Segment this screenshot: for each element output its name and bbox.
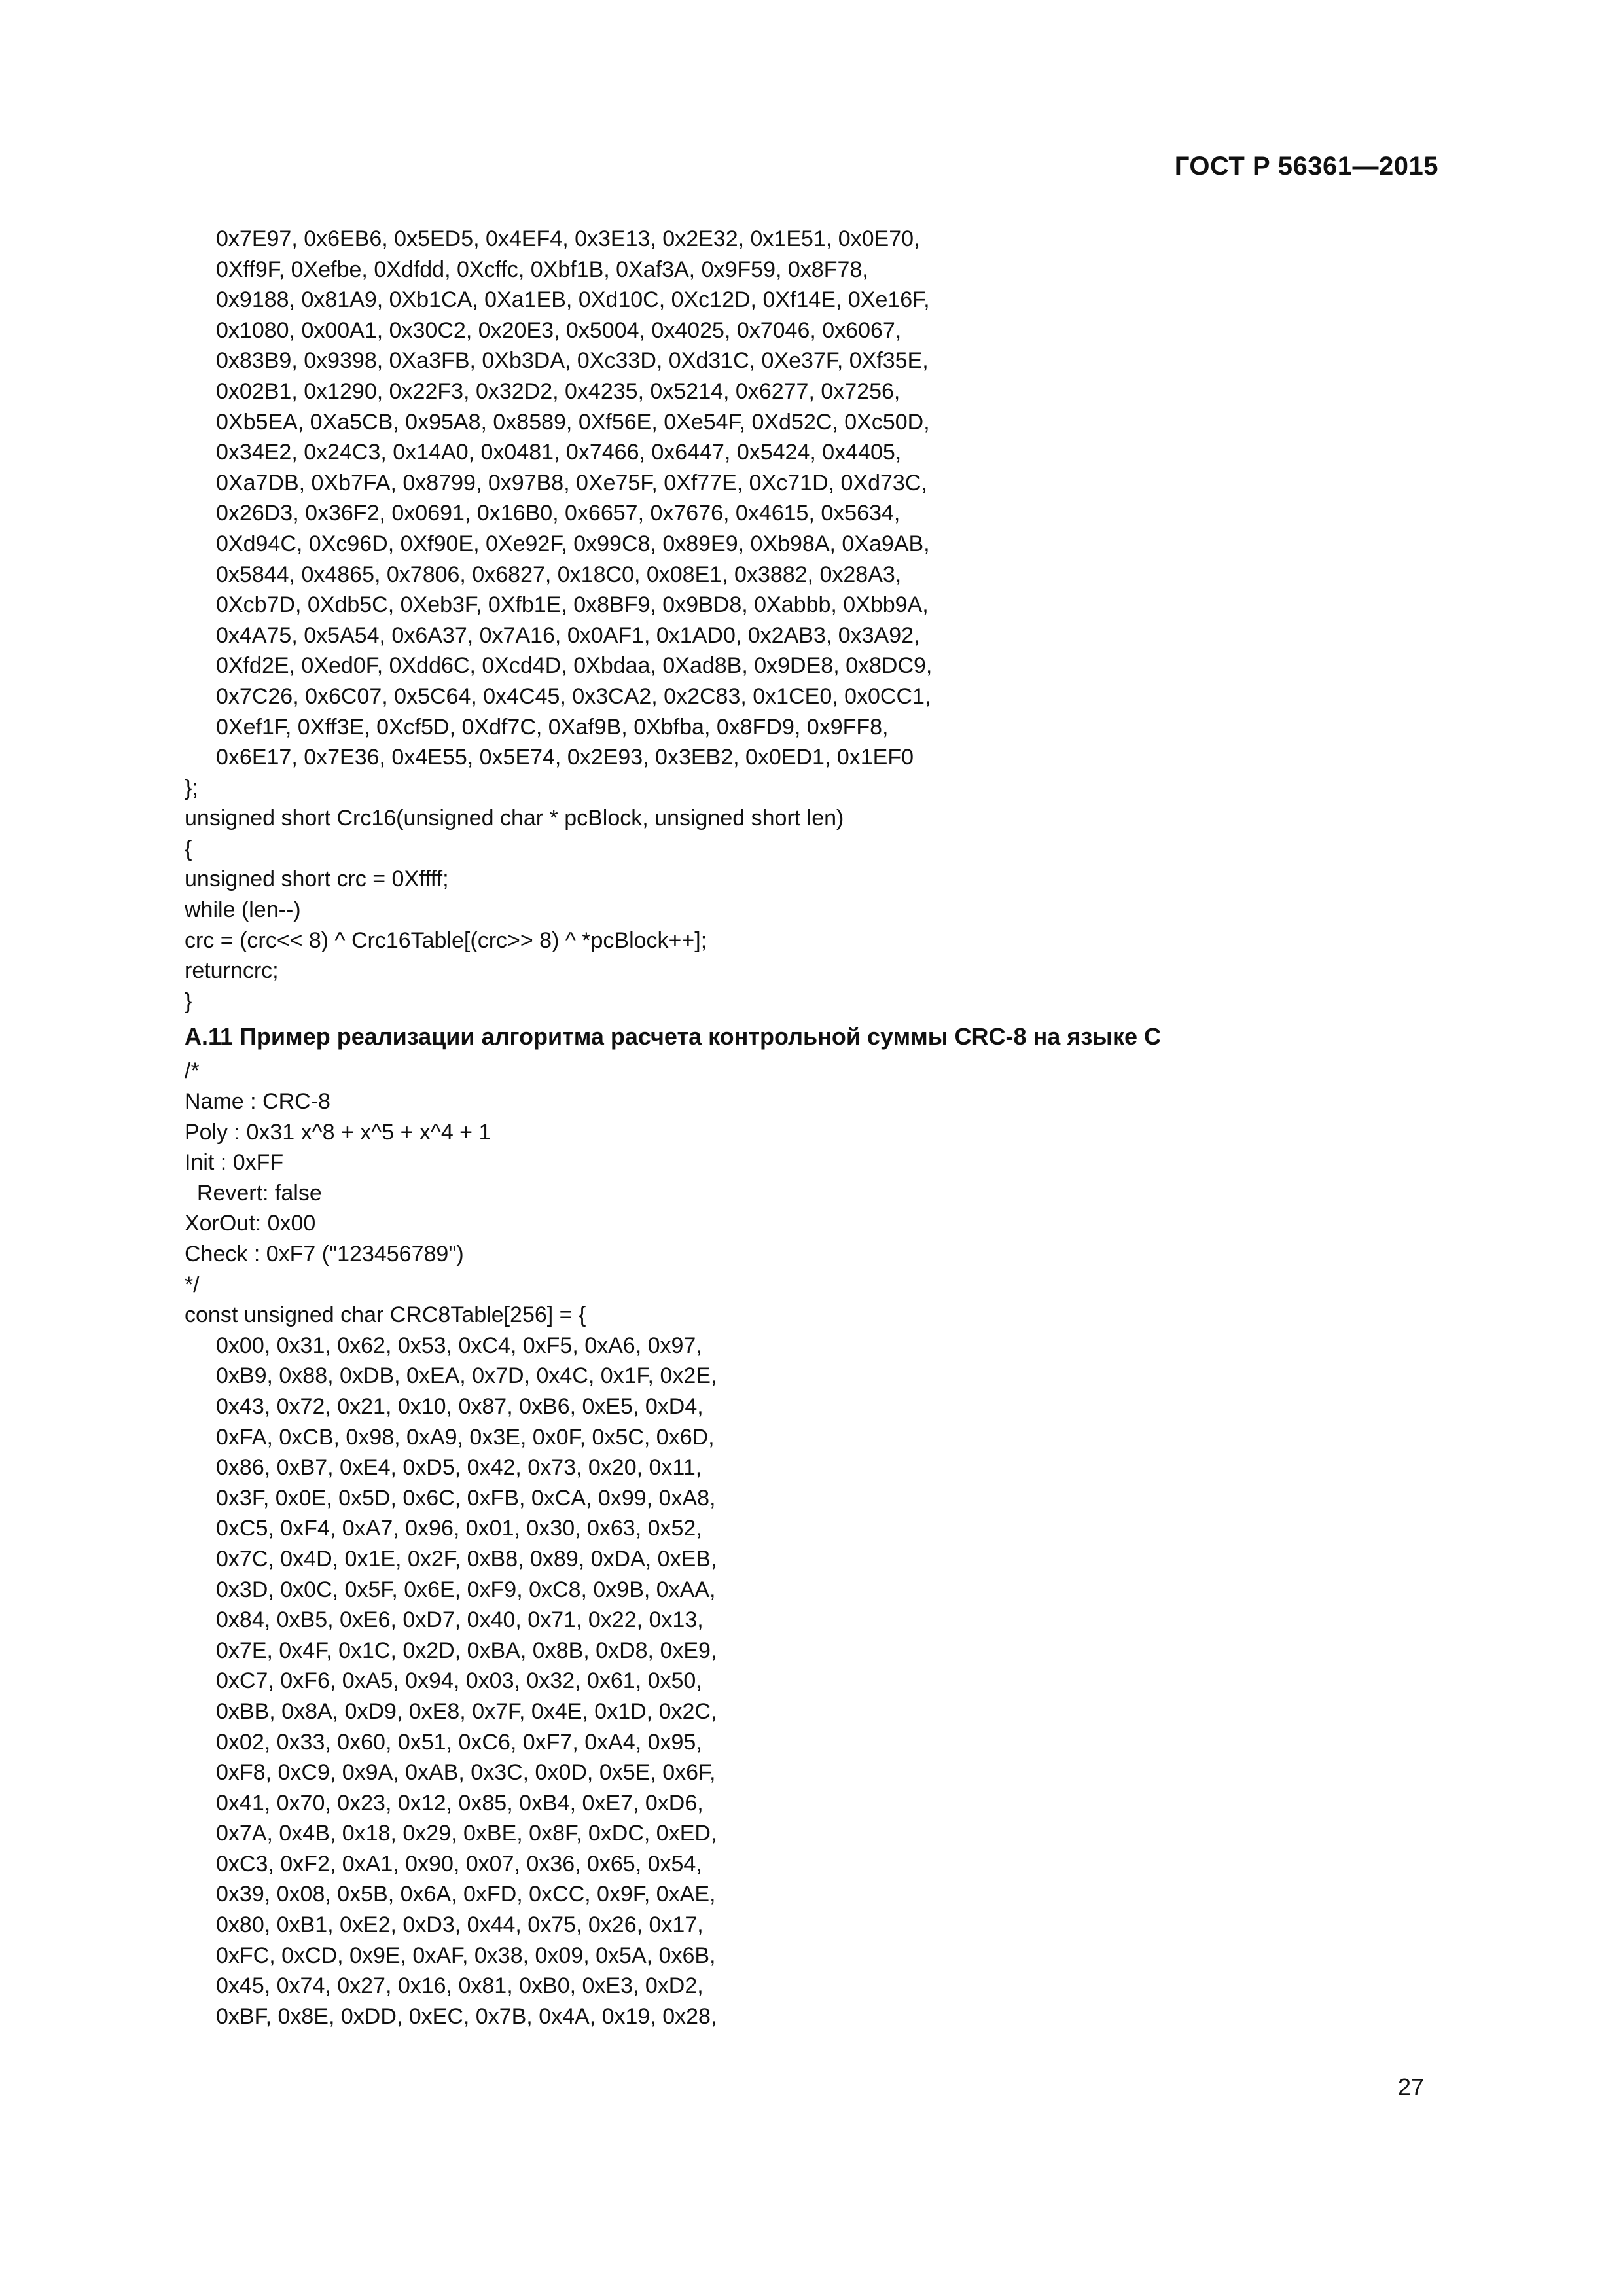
table-row-line: 0x7A, 0x4B, 0x18, 0x29, 0xBE, 0x8F, 0xDC, 0xED, — [216, 1821, 717, 1846]
section-heading: А.11 Пример реализации алгоритма расчета контрольной суммы CRC-8 на языке С — [185, 1023, 1161, 1050]
page-number: 27 — [1397, 2073, 1424, 2100]
code-line: Init : 0xFF — [185, 1150, 284, 1175]
code-line: Poly : 0x31 x^8 + x^5 + x^4 + 1 — [185, 1119, 491, 1145]
table-row-line: 0Xd94C, 0Xc96D, 0Xf90E, 0Xe92F, 0x99C8, 0x89E9, 0Xb98A, 0Xa9AB, — [216, 531, 930, 556]
table-row-line: 0Xb5EA, 0Xa5CB, 0x95A8, 0x8589, 0Xf56E, 0Xe54F, 0Xd52C, 0Xc50D, — [216, 409, 930, 435]
code-line: unsigned short crc = 0Xffff; — [185, 867, 449, 892]
code-line: /* — [185, 1058, 200, 1084]
code-line: const unsigned char CRC8Table[256] = { — [185, 1302, 586, 1328]
code-line: }; — [185, 775, 198, 800]
table-row-line: 0Xa7DB, 0Xb7FA, 0x8799, 0x97B8, 0Xe75F, 0Xf77E, 0Xc71D, 0Xd73C, — [216, 470, 927, 495]
code-line: */ — [185, 1272, 200, 1297]
code-line: XorOut: 0x00 — [185, 1211, 316, 1236]
table-row-line: 0x39, 0x08, 0x5B, 0x6A, 0xFD, 0xCC, 0x9F, 0xAE, — [216, 1882, 716, 1907]
table-row-line: 0x7C26, 0x6C07, 0x5C64, 0x4C45, 0x3CA2, 0x2C83, 0x1CE0, 0x0CC1, — [216, 683, 931, 709]
table-row-line: 0x26D3, 0x36F2, 0x0691, 0x16B0, 0x6657, 0x7676, 0x4615, 0x5634, — [216, 501, 901, 526]
table-row-line: 0x6E17, 0x7E36, 0x4E55, 0x5E74, 0x2E93, 0x3EB2, 0x0ED1, 0x1EF0 — [216, 745, 914, 770]
code-line: { — [185, 836, 192, 861]
code-line: while (len--) — [185, 897, 301, 923]
table-row-line: 0xFA, 0xCB, 0x98, 0xA9, 0x3E, 0x0F, 0x5C, 0x6D, — [216, 1424, 715, 1450]
table-row-line: 0Xff9F, 0Xefbe, 0Xdfdd, 0Xcffc, 0Xbf1B, 0Xaf3A, 0x9F59, 0x8F78, — [216, 257, 868, 282]
table-row-line: 0x43, 0x72, 0x21, 0x10, 0x87, 0xB6, 0xE5, 0xD4, — [216, 1393, 704, 1419]
table-row-line: 0xC7, 0xF6, 0xA5, 0x94, 0x03, 0x32, 0x61, 0x50, — [216, 1668, 702, 1694]
code-line: crc = (crc<< 8) ^ Crc16Table[(crc>> 8) ^ *pcBlock++]; — [185, 927, 707, 953]
table-row-line: 0Xef1F, 0Xff3E, 0Xcf5D, 0Xdf7C, 0Xaf9B, 0Xbfba, 0x8FD9, 0x9FF8, — [216, 714, 889, 740]
crc16-function-block — [185, 773, 1467, 1017]
table-row-line: 0x02, 0x33, 0x60, 0x51, 0xC6, 0xF7, 0xA4, 0x95, — [216, 1729, 702, 1755]
crc8-comment-block — [185, 1056, 1467, 1330]
code-line: } — [185, 988, 192, 1014]
crc16-table-block — [185, 224, 1467, 773]
code-line: Name : CRC-8 — [185, 1089, 330, 1115]
table-row-line: 0x45, 0x74, 0x27, 0x16, 0x81, 0xB0, 0xE3, 0xD2, — [216, 1973, 704, 1999]
table-row-line: 0Xfd2E, 0Xed0F, 0Xdd6C, 0Xcd4D, 0Xbdaa, 0Xad8B, 0x9DE8, 0x8DC9, — [216, 653, 933, 679]
table-row-line: 0x86, 0xB7, 0xE4, 0xD5, 0x42, 0x73, 0x20, 0x11, — [216, 1455, 702, 1480]
table-row-line: 0xFC, 0xCD, 0x9E, 0xAF, 0x38, 0x09, 0x5A, 0x6B, — [216, 1943, 716, 1968]
code-line: unsigned short Crc16(unsigned char * pcBlock, unsigned short len) — [185, 806, 844, 831]
table-row-line: 0x7E97, 0x6EB6, 0x5ED5, 0x4EF4, 0x3E13, 0x2E32, 0x1E51, 0x0E70, — [216, 226, 920, 251]
table-row-line: 0xBB, 0x8A, 0xD9, 0xE8, 0x7F, 0x4E, 0x1D, 0x2C, — [216, 1698, 717, 1724]
standard-designation: ГОСТ Р 56361—2015 — [1174, 152, 1438, 181]
crc8-table-block — [185, 1331, 1467, 2032]
table-row-line: 0xF8, 0xC9, 0x9A, 0xAB, 0x3C, 0x0D, 0x5E, 0x6F, — [216, 1760, 716, 1785]
table-row-line: 0x3F, 0x0E, 0x5D, 0x6C, 0xFB, 0xCA, 0x99, 0xA8, — [216, 1485, 716, 1511]
table-row-line: 0xC3, 0xF2, 0xA1, 0x90, 0x07, 0x36, 0x65, 0x54, — [216, 1851, 702, 1876]
table-row-line: 0x84, 0xB5, 0xE6, 0xD7, 0x40, 0x71, 0x22, 0x13, — [216, 1607, 704, 1633]
table-row-line: 0x7E, 0x4F, 0x1C, 0x2D, 0xBA, 0x8B, 0xD8, 0xE9, — [216, 1638, 717, 1663]
table-row-line: 0x34E2, 0x24C3, 0x14A0, 0x0481, 0x7466, 0x6447, 0x5424, 0x4405, — [216, 440, 902, 465]
table-row-line: 0xBF, 0x8E, 0xDD, 0xEC, 0x7B, 0x4A, 0x19, 0x28, — [216, 2003, 717, 2029]
table-row-line: 0x83B9, 0x9398, 0Xa3FB, 0Xb3DA, 0Xc33D, 0Xd31C, 0Xe37F, 0Xf35E, — [216, 348, 929, 374]
table-row-line: 0x1080, 0x00A1, 0x30C2, 0x20E3, 0x5004, 0x4025, 0x7046, 0x6067, — [216, 317, 902, 343]
code-line: Check : 0xF7 ("123456789") — [185, 1242, 464, 1266]
code-line: returncrc; — [185, 958, 279, 984]
table-row-line: 0x02B1, 0x1290, 0x22F3, 0x32D2, 0x4235, 0x5214, 0x6277, 0x7256, — [216, 378, 901, 404]
code-line: Revert: false — [185, 1180, 322, 1206]
page-content — [185, 224, 1467, 2032]
table-row-line: 0x3D, 0x0C, 0x5F, 0x6E, 0xF9, 0xC8, 0x9B, 0xAA, — [216, 1577, 716, 1602]
table-row-line: 0x5844, 0x4865, 0x7806, 0x6827, 0x18C0, 0x08E1, 0x3882, 0x28A3, — [216, 562, 902, 587]
table-row-line: 0x7C, 0x4D, 0x1E, 0x2F, 0xB8, 0x89, 0xDA, 0xEB, — [216, 1546, 717, 1571]
table-row-line: 0Xcb7D, 0Xdb5C, 0Xeb3F, 0Xfb1E, 0x8BF9, 0x9BD8, 0Xabbb, 0Xbb9A, — [216, 592, 929, 618]
table-row-line: 0xC5, 0xF4, 0xA7, 0x96, 0x01, 0x30, 0x63, 0x52, — [216, 1516, 702, 1541]
table-row-line: 0x41, 0x70, 0x23, 0x12, 0x85, 0xB4, 0xE7, 0xD6, — [216, 1790, 704, 1816]
table-row-line: 0x9188, 0x81A9, 0Xb1CA, 0Xa1EB, 0Xd10C, 0Xc12D, 0Xf14E, 0Xe16F, — [216, 287, 930, 313]
table-row-line: 0x00, 0x31, 0x62, 0x53, 0xC4, 0xF5, 0xA6, 0x97, — [216, 1333, 702, 1358]
table-row-line: 0xB9, 0x88, 0xDB, 0xEA, 0x7D, 0x4C, 0x1F, 0x2E, — [216, 1363, 717, 1389]
table-row-line: 0x4A75, 0x5A54, 0x6A37, 0x7A16, 0x0AF1, 0x1AD0, 0x2AB3, 0x3A92, — [216, 622, 920, 648]
table-row-line: 0x80, 0xB1, 0xE2, 0xD3, 0x44, 0x75, 0x26, 0x17, — [216, 1912, 704, 1938]
